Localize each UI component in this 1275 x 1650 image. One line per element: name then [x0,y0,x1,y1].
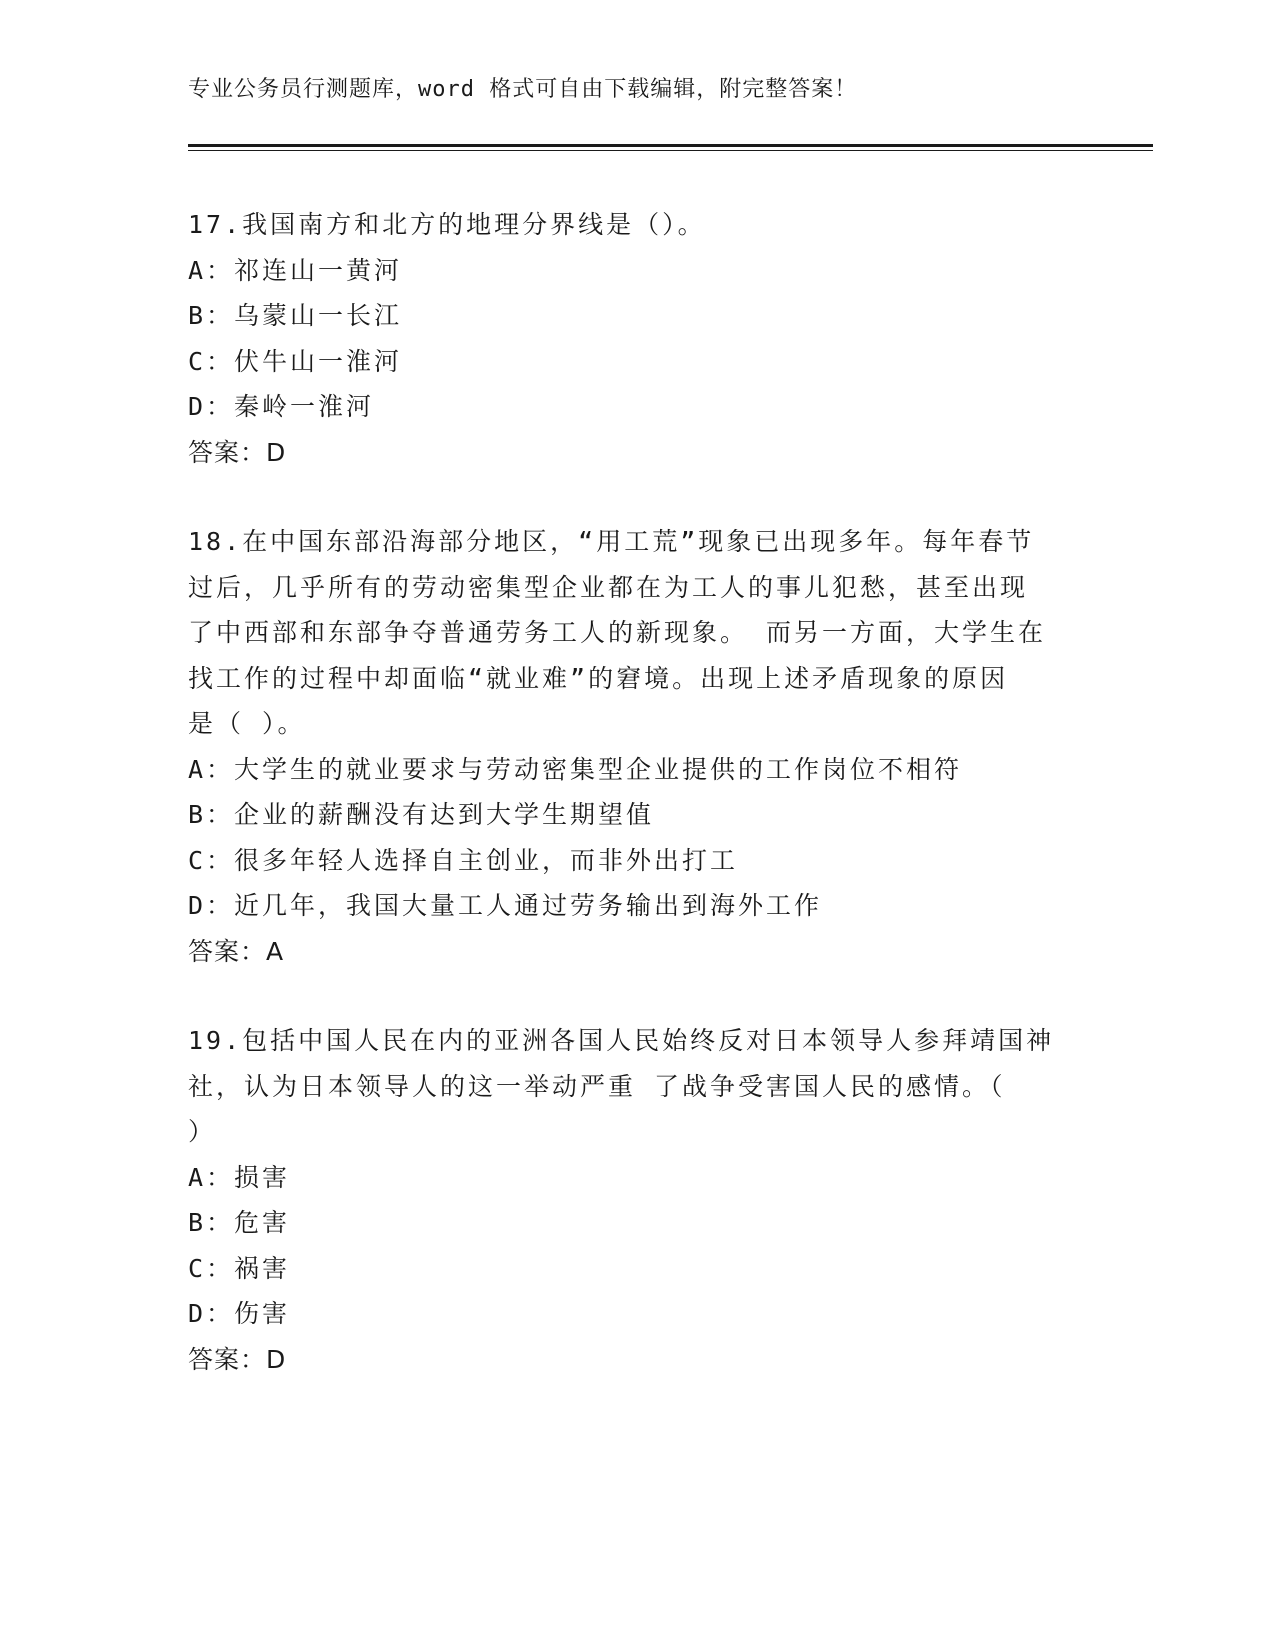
option-c: C：祸害 [188,1253,291,1283]
question-stem-line: 找工作的过程中却面临“就业难”的窘境。出现上述矛盾现象的原因 [188,663,1009,693]
answer-line: 答案：D [188,437,287,467]
answer-line: 答案：D [188,1344,287,1374]
option-a: A：大学生的就业要求与劳动密集型企业提供的工作岗位不相符 [188,754,963,784]
question-17 [188,202,1088,475]
question-stem-line: 过后，几乎所有的劳动密集型企业都在为工人的事儿犯愁，甚至出现 [188,572,1029,602]
option-d: D：秦岭一淮河 [188,392,375,421]
question-19 [188,1018,1088,1382]
question-stem-line: 是（ ）。 [188,709,306,738]
option-a: A：祁连山一黄河 [188,255,403,285]
question-stem-line: 社，认为日本领导人的这一举动严重 了战争受害国人民的感情。（ [188,1071,1006,1101]
option-b: B：乌蒙山一长江 [188,301,403,330]
option-d: D：伤害 [188,1299,291,1328]
option-c: C：伏牛山一淮河 [188,346,403,376]
option-a: A：损害 [188,1162,291,1192]
option-d: D：近几年，我国大量工人通过劳务输出到海外工作 [188,891,823,920]
question-stem-line: 19.包括中国人民在内的亚洲各国人民始终反对日本领导人参拜靖国神 [188,1026,1055,1055]
question-stem-line: ） [188,1117,217,1146]
header-divider-thin [188,150,1153,151]
header-divider-thick [188,144,1153,147]
question-18 [188,519,1088,974]
option-c: C：很多年轻人选择自主创业，而非外出打工 [188,845,739,875]
answer-line: 答案：A [188,936,285,966]
header-title: 专业公务员行测题库，word 格式可自由下载编辑，附完整答案！ [188,77,858,102]
question-stem-line: 18.在中国东部沿海部分地区，“用工荒”现象已出现多年。每年春节 [188,527,1035,556]
question-stem-line: 了中西部和东部争夺普通劳务工人的新现象。 而另一方面，大学生在 [188,618,1047,647]
question-stem-line: 17.我国南方和北方的地理分界线是（）。 [188,210,706,239]
question-list [188,202,1088,1426]
option-b: B：企业的薪酬没有达到大学生期望值 [188,800,655,829]
option-b: B：危害 [188,1208,291,1237]
